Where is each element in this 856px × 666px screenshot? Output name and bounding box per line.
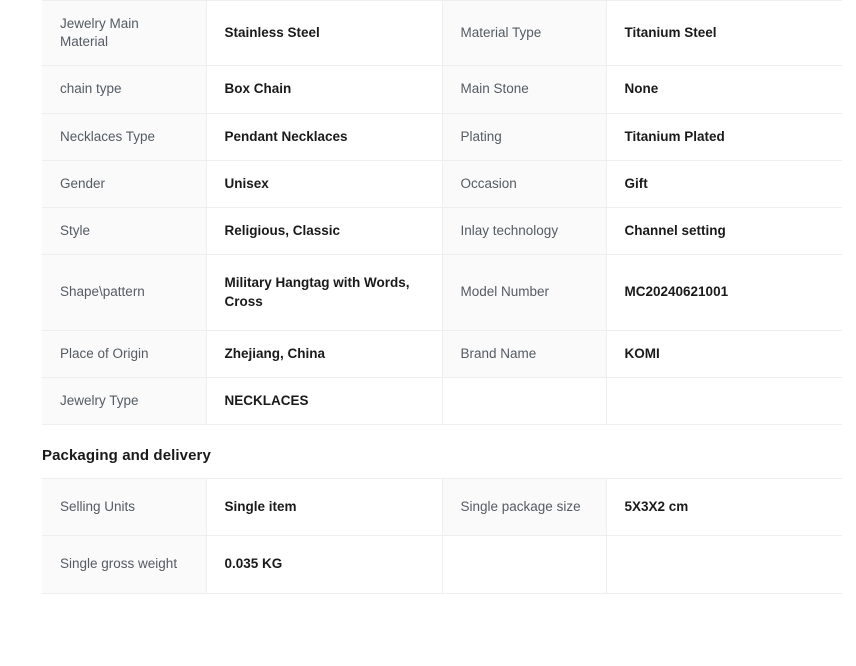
packaging-value: 5X3X2 cm: [606, 479, 842, 536]
spec-value: Pendant Necklaces: [206, 113, 442, 160]
spec-label: Jewelry Type: [42, 377, 206, 424]
spec-value: Stainless Steel: [206, 1, 442, 66]
packaging-value: 0.035 KG: [206, 536, 442, 593]
spec-label: Jewelry Main Material: [42, 1, 206, 66]
spec-value: Gift: [606, 160, 842, 207]
spec-label: Shape\pattern: [42, 255, 206, 330]
spec-value: Titanium Steel: [606, 1, 842, 66]
spec-value: Channel setting: [606, 208, 842, 255]
spec-label: chain type: [42, 66, 206, 113]
spec-label: Main Stone: [442, 66, 606, 113]
table-row: [42, 330, 842, 377]
packaging-label: Selling Units: [42, 479, 206, 536]
spec-value-empty: [606, 377, 842, 424]
spec-label: Material Type: [442, 1, 606, 66]
table-row: [42, 536, 842, 593]
spec-label: Necklaces Type: [42, 113, 206, 160]
spec-value: Religious, Classic: [206, 208, 442, 255]
spec-label: Inlay technology: [442, 208, 606, 255]
packaging-table: [42, 478, 842, 593]
spec-value: None: [606, 66, 842, 113]
spec-label: Plating: [442, 113, 606, 160]
spec-value: Titanium Plated: [606, 113, 842, 160]
packaging-label: Single gross weight: [42, 536, 206, 593]
table-row: [42, 255, 842, 330]
table-row: [42, 66, 842, 113]
spec-value: NECKLACES: [206, 377, 442, 424]
table-row: [42, 160, 842, 207]
spec-value: Zhejiang, China: [206, 330, 442, 377]
spec-label: Gender: [42, 160, 206, 207]
spec-label: Brand Name: [442, 330, 606, 377]
packaging-value: Single item: [206, 479, 442, 536]
table-row: [42, 377, 842, 424]
spec-value: Box Chain: [206, 66, 442, 113]
table-row: [42, 208, 842, 255]
packaging-value-empty: [606, 536, 842, 593]
spec-value: Unisex: [206, 160, 442, 207]
spec-value: Military Hangtag with Words, Cross: [206, 255, 442, 330]
packaging-label: Single package size: [442, 479, 606, 536]
spec-label-empty: [442, 377, 606, 424]
packaging-section-title: Packaging and delivery: [42, 447, 211, 465]
spec-label: Place of Origin: [42, 330, 206, 377]
spec-label: Style: [42, 208, 206, 255]
table-row: [42, 479, 842, 536]
table-row: [42, 113, 842, 160]
spec-value: KOMI: [606, 330, 842, 377]
spec-value: MC20240621001: [606, 255, 842, 330]
table-row: [42, 1, 842, 66]
spec-label: Model Number: [442, 255, 606, 330]
spec-label: Occasion: [442, 160, 606, 207]
specifications-table: [42, 0, 842, 425]
packaging-label-empty: [442, 536, 606, 593]
